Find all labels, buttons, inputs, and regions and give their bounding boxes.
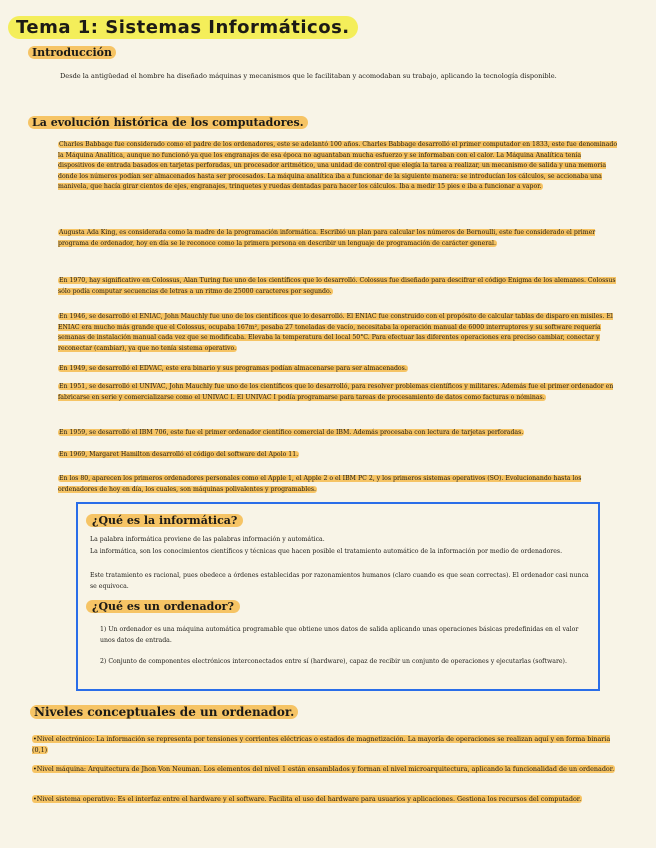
question-ordenador: ¿Qué es un ordenador? <box>86 600 240 613</box>
page-title: Tema 1: Sistemas Informáticos. <box>8 17 358 38</box>
intro-heading: Introducción <box>28 46 116 59</box>
paragraph-eniac: En 1946, se desarrolló el ENIAC, John Mauchly fue uno de los científicos que lo desarrolló. El ENIAC fue construido con el propósito de calcular tablas de disparo en misiles. El ENIAC era mucho más grande que el Colossus, ocupaba 167m², pesaba 27 toneladas de vacío, necesitaba la operación manual de 6000 interruptores y su software requería semanas de instalación manual cada vez que se modificaba. Elevaba la temperatura del local 50°C. Para efectuar las diferentes operaciones era preciso cambiar, conectar y reconectar (cambiar), ya que no tenía sistema operativo. <box>58 313 613 352</box>
paragraph-edvac: En 1949, se desarrolló el EDVAC, este era binario y sus programas podían almacenarse para ser almacenados. <box>59 365 407 372</box>
definitions-box <box>76 502 600 691</box>
paragraph-hamilton: En 1969, Margaret Hamilton desarrolló el código del software del Apolo 11. <box>59 451 299 458</box>
informatica-line-3: Este tratamiento es racional, pues obedece a órdenes establecidas por razonamientos humanos (claro cuando es que sean correctas). El ordenador casi nunca se equivoca. <box>90 572 589 590</box>
informatica-line-2: La informática, son los conocimientos científicos y técnicas que hacen posible el tratamiento automático de la información por medio de ordenadores. <box>90 548 563 555</box>
paragraph-colossus: En 1970, hay significativo en Colossus, Alan Turing fue uno de los científicos que lo desarrolló. Colossus fue diseñado para descifrar el código Enigma de los alemanes. Colossus sólo podía computar secuencias de letras a un ritmo de 25000 caracteres por segundo. <box>58 277 616 295</box>
paragraph-ibm: En 1959, se desarrolló el IBM 706, este fue el primer ordenador científico comercial de IBM. Además procesaba con lectura de tarjetas perforadas. <box>59 429 524 436</box>
levels-heading: Niveles conceptuales de un ordenador. <box>30 705 298 719</box>
question-informatica: ¿Qué es la informática? <box>86 514 243 527</box>
evolution-heading: La evolución histórica de los computadores. <box>28 116 308 129</box>
level-bullet-electronic: •Nivel electrónico: La información se representa por tensiones y corrientes eléctricas o estados de magnetización. La mayoría de operaciones se realizan aquí y en forma binaria (0,1) <box>32 735 611 754</box>
level-bullet-machine: •Nivel máquina: Arquitectura de Jhon Von Neuman. Los elementos del nivel 1 están ensamblados y forman el nivel microarquitectura, aplicando la funcionalidad de un ordenador. <box>33 765 615 773</box>
paragraph-80s: En los 80, aparecen los primeros ordenadores personales como el Apple 1, el Apple 2 o el IBM PC 2, y los primeros sistemas operativos (SO). Evolucionando hasta los ordenadores de hoy en día, los cuales, son máquinas polivalentes y programables. <box>58 475 582 493</box>
level-bullet-os: •Nivel sistema operativo: Es el interfaz entre el hardware y el software. Facilita el uso del hardware para usuarios y aplicaciones. Gestiona los recursos del computador. <box>33 795 582 803</box>
paragraph-univac: En 1951, se desarrolló el UNIVAC, John Mauchly fue uno de los científicos que lo desarrolló, para resolver problemas científicos y militares. Además fue el primer ordenador en fabricarse en serie y comercializarse como el UNIVAC I. El UNIVAC I podía programarse para tareas de procesamiento de datos como facturas o nóminas. <box>58 383 614 401</box>
ordenador-item-2: 2) Conjunto de componentes electrónicos interconectados entre sí (hardware), capaz de recibir un conjunto de operaciones y ejecutarlas (software). <box>100 658 567 665</box>
intro-text: Desde la antigüedad el hombre ha diseñado máquinas y mecanismos que le facilitaban y acomodaban su trabajo, aplicando la tecnología disponible. <box>60 72 557 80</box>
paragraph-ada: Augusta Ada King, es considerada como la madre de la programación informática. Escribió un plan para calcular los números de Bernoulli, este fue considerado el primer programa de ordenador, hoy en día se le reconoce como la primera persona en describir un lenguaje de programación de carácter general. <box>58 229 596 247</box>
ordenador-item-1: 1) Un ordenador es una máquina automática programable que obtiene unos datos de salida aplicando unas operaciones básicas predefinidas en el valor unos datos de entrada. <box>100 626 579 644</box>
informatica-line-1: La palabra informática proviene de las palabras información y automática. <box>90 536 325 543</box>
paragraph-babbage: Charles Babbage fue considerado como el padre de los ordenadores, este se adelantó 100 años. Charles Babbage desarrolló el primer computador en 1833, este fue denominado la Máquina Analítica, aunque no funcionó ya que los engranajes de esa época no aguantaban mucha esfuerzo y se informaban con el calor. La Máquina Analítica tenía dispositivos de entrada basados en tarjetas perforadas, un procesador aritmético, una unidad de control que elegía la tarea a realizar, un mecanismo de salida y una memoria donde los números podían ser almacenados hasta ser procesados. La máquina analítica iba a funcionar de la siguiente manera: se introducían los cálculos, se accionaba una manivela, que hacía girar cientos de ejes, engranajes, trinquetes y ruedas dentadas para hacer los cálculos. Iba a medir 15 pies e iba a funcionar a vapor. <box>58 141 618 191</box>
